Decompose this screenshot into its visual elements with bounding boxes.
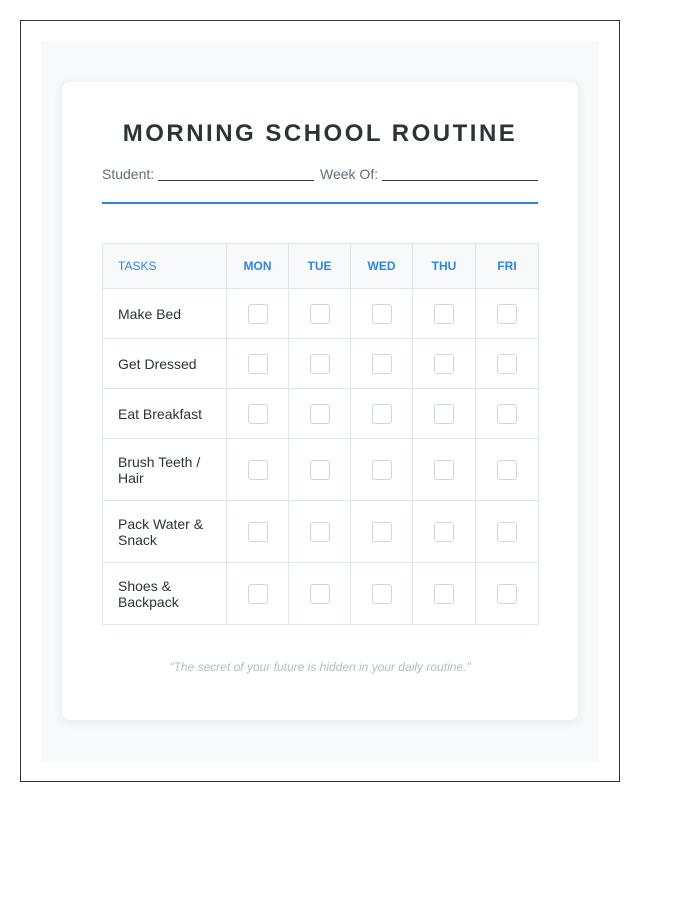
- checkbox[interactable]: [248, 354, 268, 374]
- day-cell: [289, 389, 351, 439]
- routine-card: [61, 81, 579, 721]
- day-cell: [413, 563, 476, 625]
- student-info-row: [102, 164, 538, 204]
- task-label: Pack Water & Snack: [103, 501, 227, 563]
- task-label: Shoes & Backpack: [103, 563, 227, 625]
- checkbox[interactable]: [248, 584, 268, 604]
- checkbox[interactable]: [310, 354, 330, 374]
- day-header-wed: WED: [351, 244, 413, 289]
- day-cell: [476, 289, 539, 339]
- checkbox[interactable]: [372, 584, 392, 604]
- day-header-fri: FRI: [476, 244, 539, 289]
- checkbox[interactable]: [248, 460, 268, 480]
- page-frame: [20, 20, 620, 782]
- student-label: Student:: [102, 166, 155, 182]
- week-label: Week Of:: [320, 166, 379, 182]
- checkbox[interactable]: [434, 354, 454, 374]
- task-row: [103, 389, 539, 439]
- routine-quote: "The secret of your future is hidden in your daily routine.": [169, 660, 471, 674]
- task-label: Get Dressed: [103, 339, 227, 389]
- day-cell: [227, 439, 289, 501]
- checkbox[interactable]: [372, 522, 392, 542]
- task-label: Make Bed: [103, 289, 227, 339]
- week-of-field[interactable]: [382, 180, 538, 181]
- day-cell: [476, 439, 539, 501]
- day-cell: [351, 389, 413, 439]
- checkbox[interactable]: [248, 522, 268, 542]
- day-cell: [413, 339, 476, 389]
- checkbox[interactable]: [434, 404, 454, 424]
- day-cell: [351, 289, 413, 339]
- day-cell: [476, 389, 539, 439]
- day-cell: [351, 339, 413, 389]
- checkbox[interactable]: [497, 522, 517, 542]
- day-cell: [227, 389, 289, 439]
- checkbox[interactable]: [372, 304, 392, 324]
- checkbox[interactable]: [434, 460, 454, 480]
- task-row: [103, 501, 539, 563]
- day-cell: [413, 389, 476, 439]
- day-cell: [413, 439, 476, 501]
- day-cell: [476, 339, 539, 389]
- day-cell: [413, 501, 476, 563]
- day-cell: [351, 439, 413, 501]
- day-cell: [289, 563, 351, 625]
- checkbox[interactable]: [248, 304, 268, 324]
- checkbox[interactable]: [434, 522, 454, 542]
- day-cell: [227, 339, 289, 389]
- checkbox[interactable]: [497, 404, 517, 424]
- day-cell: [227, 563, 289, 625]
- task-row: [103, 439, 539, 501]
- day-cell: [289, 439, 351, 501]
- day-cell: [289, 289, 351, 339]
- day-cell: [413, 289, 476, 339]
- day-cell: [289, 339, 351, 389]
- student-name-field[interactable]: [158, 180, 314, 181]
- checkbox[interactable]: [310, 404, 330, 424]
- checkbox[interactable]: [310, 522, 330, 542]
- checkbox[interactable]: [372, 460, 392, 480]
- task-label: Eat Breakfast: [103, 389, 227, 439]
- day-cell: [351, 501, 413, 563]
- tasks-column-header: TASKS: [103, 244, 227, 289]
- day-cell: [351, 563, 413, 625]
- task-row: [103, 563, 539, 625]
- checkbox[interactable]: [497, 584, 517, 604]
- day-cell: [476, 563, 539, 625]
- checkbox[interactable]: [372, 354, 392, 374]
- checkbox[interactable]: [434, 584, 454, 604]
- page-title: MORNING SCHOOL ROUTINE: [122, 120, 518, 147]
- checkbox[interactable]: [310, 304, 330, 324]
- task-row: [103, 289, 539, 339]
- day-header-tue: TUE: [289, 244, 351, 289]
- task-label: Brush Teeth / Hair: [103, 439, 227, 501]
- checkbox[interactable]: [497, 460, 517, 480]
- page-background: [41, 41, 599, 761]
- day-header-mon: MON: [227, 244, 289, 289]
- day-cell: [289, 501, 351, 563]
- task-row: [103, 339, 539, 389]
- checkbox[interactable]: [497, 354, 517, 374]
- day-cell: [227, 501, 289, 563]
- checkbox[interactable]: [310, 460, 330, 480]
- checkbox[interactable]: [372, 404, 392, 424]
- day-header-thu: THU: [413, 244, 476, 289]
- day-cell: [476, 501, 539, 563]
- checkbox[interactable]: [434, 304, 454, 324]
- routine-table: [102, 243, 539, 625]
- day-cell: [227, 289, 289, 339]
- checkbox[interactable]: [497, 304, 517, 324]
- checkbox[interactable]: [248, 404, 268, 424]
- checkbox[interactable]: [310, 584, 330, 604]
